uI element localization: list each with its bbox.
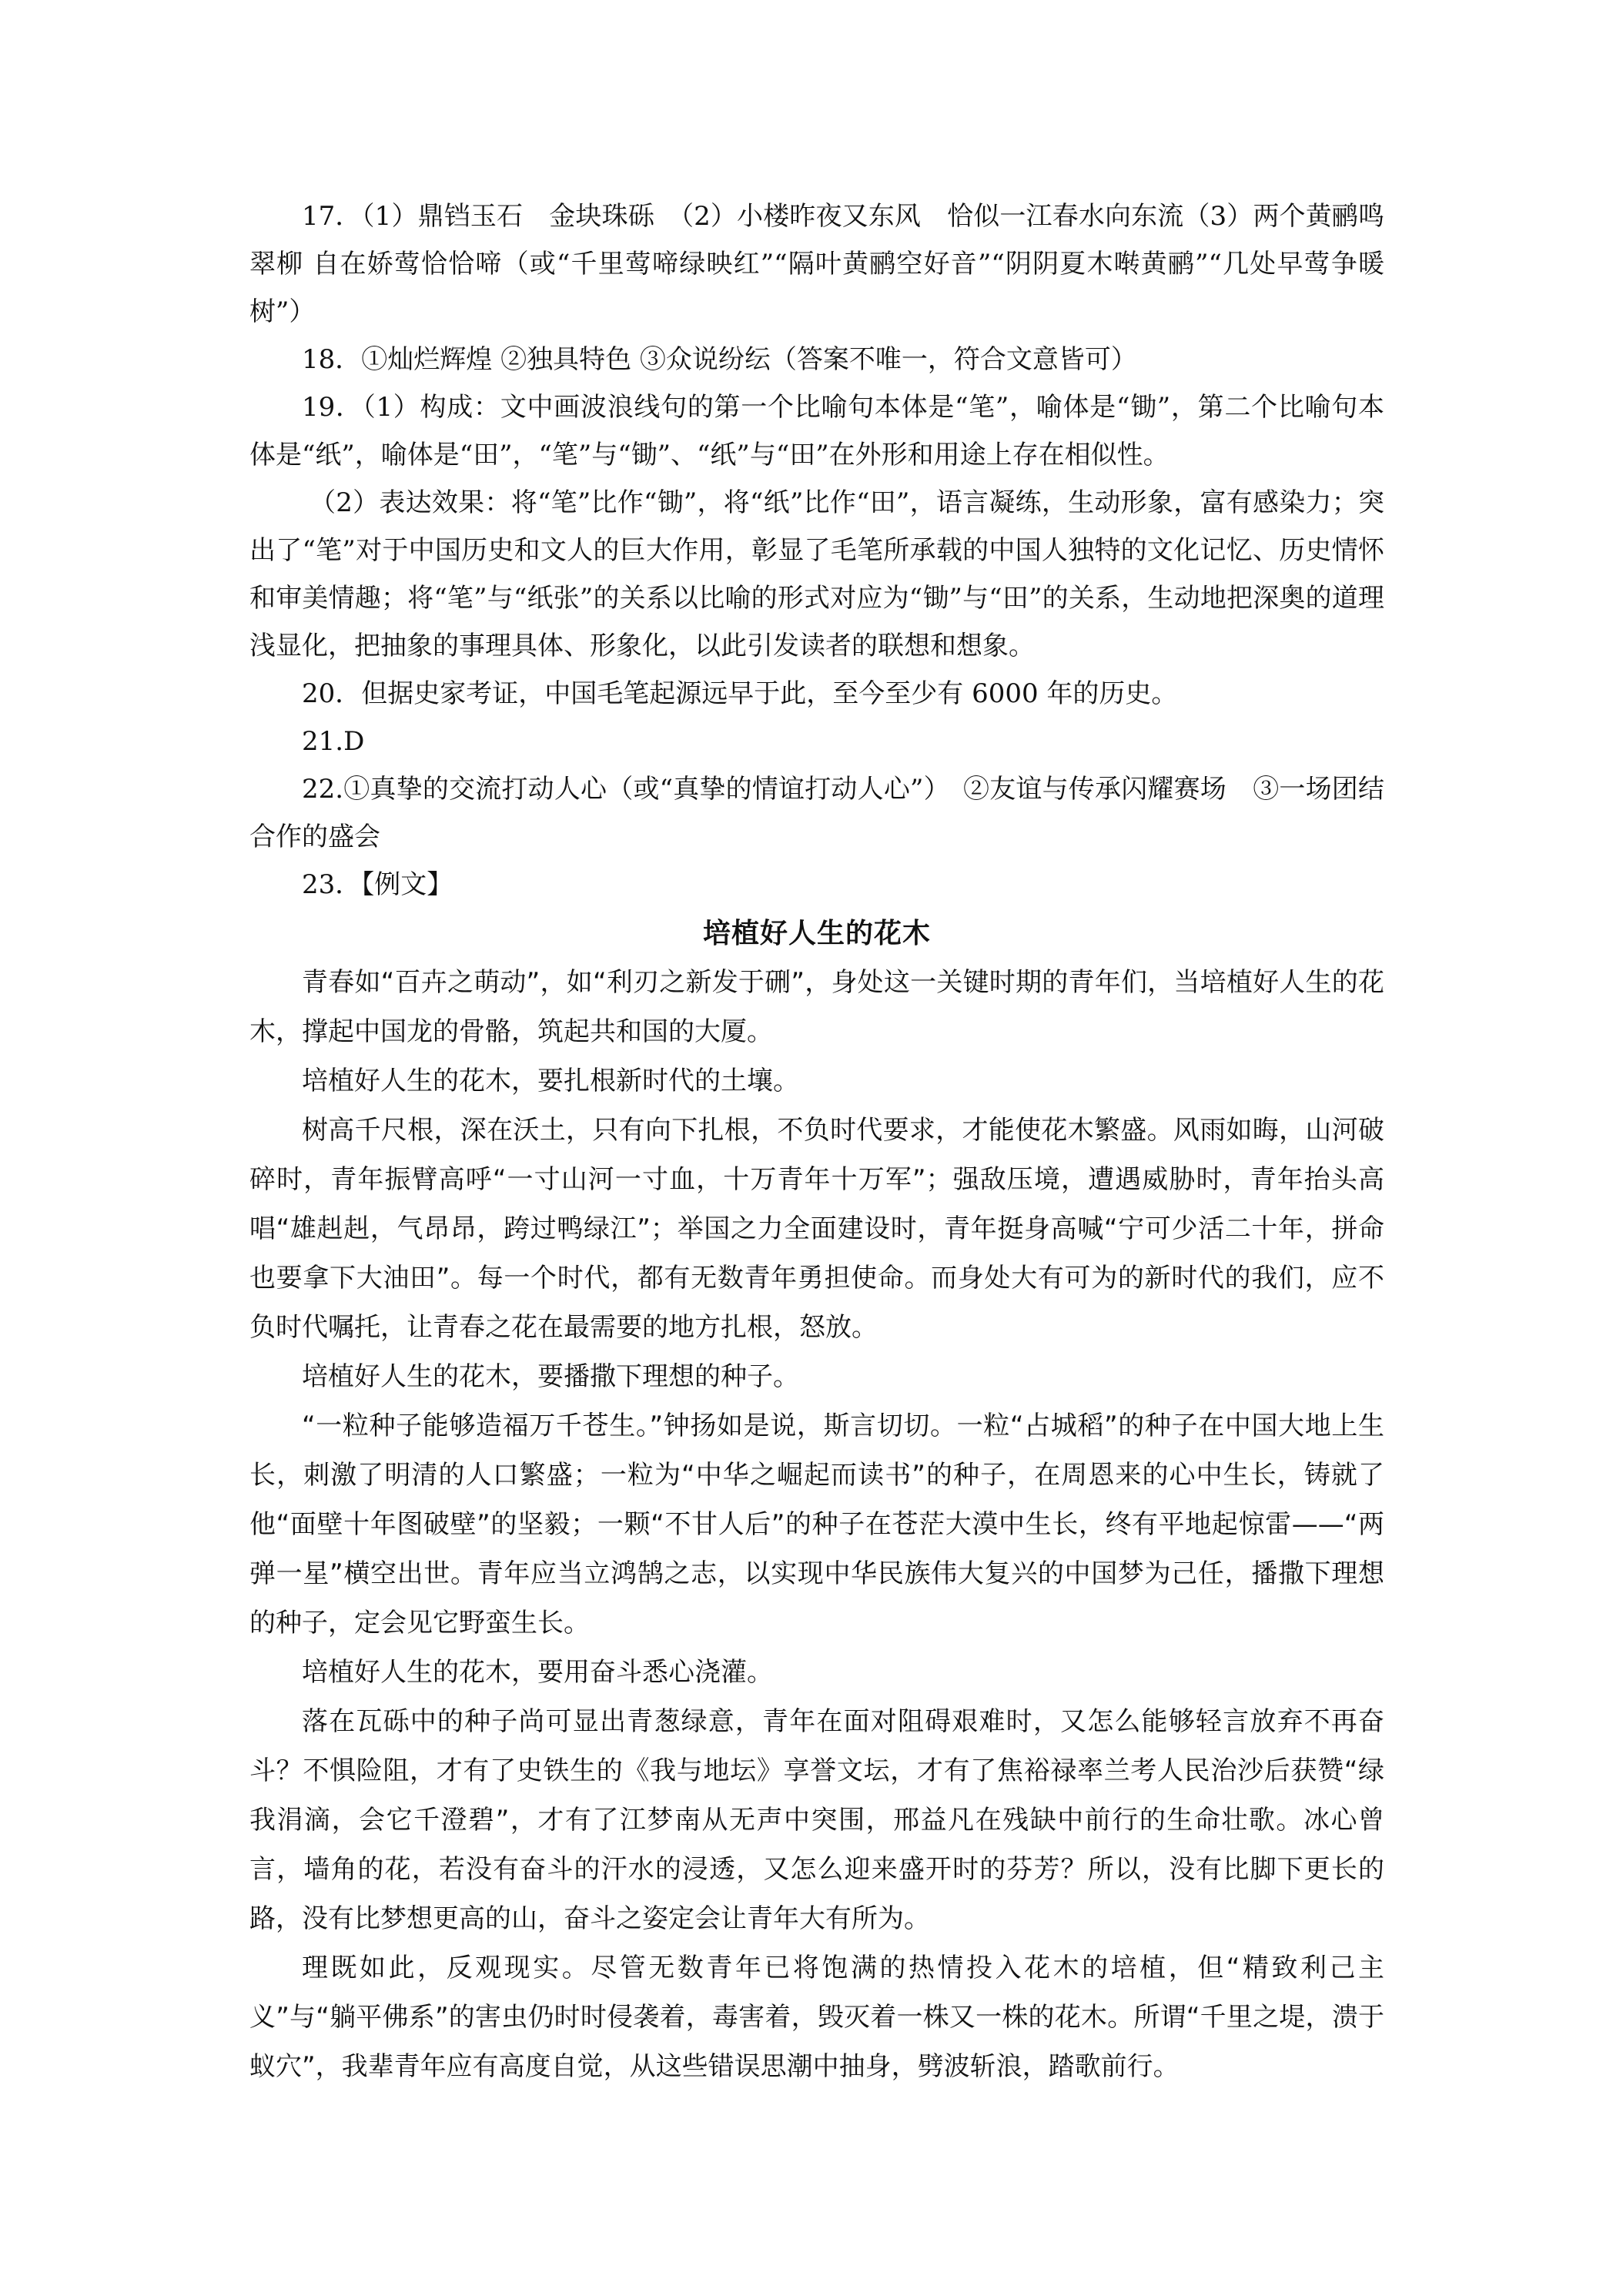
answer-19-part-1: 19．（1）构成：文中画波浪线句的第一个比喻句本体是“笔”，喻体是“锄”，第二个比喻句本体是“纸”，喻体是“田”，“笔”与“锄”、“纸”与“田”在外形和用途上存在相似性。: [249, 392, 1384, 470]
answer-18: 18．①灿烂辉煌 ②独具特色 ③众说纷纭（答案不唯一，符合文意皆可）: [302, 344, 1137, 375]
essay-paragraph: 培植好人生的花木，要用奋斗悉心浇灌。: [302, 1657, 773, 1688]
essay-paragraph: 培植好人生的花木，要扎根新时代的土壤。: [302, 1066, 799, 1096]
answer-19-part-2: （2）表达效果：将“笔”比作“锄”，将“纸”比作“田”，语言凝练，生动形象，富有感染力；突出了“笔”对于中国历史和文人的巨大作用，彰显了毛笔所承载的中国人独特的文化记忆、历史情怀和审美情趣；将“笔”与“纸张”的关系以比喻的形式对应为“锄”与“田”的关系，生动地把深奥的道理浅显化，把抽象的事理具体、形象化，以此引发读者的联想和想象。: [249, 487, 1384, 661]
essay-paragraph: 理既如此，反观现实。尽管无数青年已将饱满的热情投入花木的培植，但“精致利己主义”与“躺平佛系”的害虫仍时时侵袭着，毒害着，毁灭着一株又一株的花木。所谓“千里之堤，溃于蚁穴”，我辈青年应有高度自觉，从这些错误思潮中抽身，劈波斩浪，踏歌前行。: [249, 1953, 1384, 2082]
essay-body: [249, 958, 1384, 2091]
answer-23-heading: 23．【例文】: [302, 869, 453, 900]
essay-paragraph: 培植好人生的花木，要播撒下理想的种子。: [302, 1361, 799, 1392]
essay-paragraph: 落在瓦砾中的种子尚可显出青葱绿意，青年在面对阻碍艰难时，又怎么能够轻言放弃不再奋斗？不惧险阻，才有了史铁生的《我与地坛》享誉文坛，才有了焦裕禄率兰考人民治沙后获赞“绿我涓滴，会它千澄碧”，才有了江梦南从无声中突围，邢益凡在残缺中前行的生命壮歌。冰心曾言，墙角的花，若没有奋斗的汗水的浸透，又怎么迎来盛开时的芬芳？所以，没有比脚下更长的路，没有比梦想更高的山，奋斗之姿定会让青年大有所为。: [249, 1706, 1384, 1934]
essay-paragraph: “一粒种子能够造福万千苍生。”钟扬如是说，斯言切切。一粒“占城稻”的种子在中国大地上生长，刺激了明清的人口繁盛；一粒为“中华之崛起而读书”的种子，在周恩来的心中生长，铸就了他“面壁十年图破壁”的坚毅；一颗“不甘人后”的种子在苍茫大漠中生长，终有平地起惊雷——“两弹一星”横空出世。青年应当立鸿鹄之志，以实现中华民族伟大复兴的中国梦为己任，播撒下理想的种子，定会见它野蛮生长。: [249, 1411, 1384, 1638]
answer-20: 20．但据史家考证，中国毛笔起源远早于此，至今至少有 6000 年的历史。: [302, 678, 1178, 709]
answer-17: 17．（1）鼎铛玉石 金块珠砾 （2）小楼昨夜又东风 恰似一江春水向东流（3）两个黄鹂鸣翠柳 自在娇莺恰恰啼（或“千里莺啼绿映红”“隔叶黄鹂空好音”“阴阴夏木啭黄鹂”“几处早莺争暖树”）: [249, 201, 1384, 327]
answer-21: 21.D: [302, 726, 365, 757]
answer-key-content: [249, 192, 1384, 2091]
answer-22: 22.①真挚的交流打动人心（或“真挚的情谊打动人心”） ②友谊与传承闪耀赛场 ③一场团结合作的盛会: [249, 774, 1384, 852]
essay-title: 培植好人生的花木: [702, 917, 931, 949]
essay-paragraph: 树高千尺根，深在沃土，只有向下扎根，不负时代要求，才能使花木繁盛。风雨如晦，山河破碎时，青年振臂高呼“一寸山河一寸血，十万青年十万军”；强敌压境，遭遇威胁时，青年抬头高唱“雄赳赳，气昂昂，跨过鸭绿江”；举国之力全面建设时，青年挺身高喊“宁可少活二十年，拼命也要拿下大油田”。每一个时代，都有无数青年勇担使命。而身处大有可为的新时代的我们，应不负时代嘱托，让青春之花在最需要的地方扎根，怒放。: [249, 1115, 1384, 1343]
essay-paragraph: 青春如“百卉之萌动”，如“利刃之新发于硎”，身处这一关键时期的青年们，当培植好人生的花木，撑起中国龙的骨骼，筑起共和国的大厦。: [249, 967, 1384, 1047]
